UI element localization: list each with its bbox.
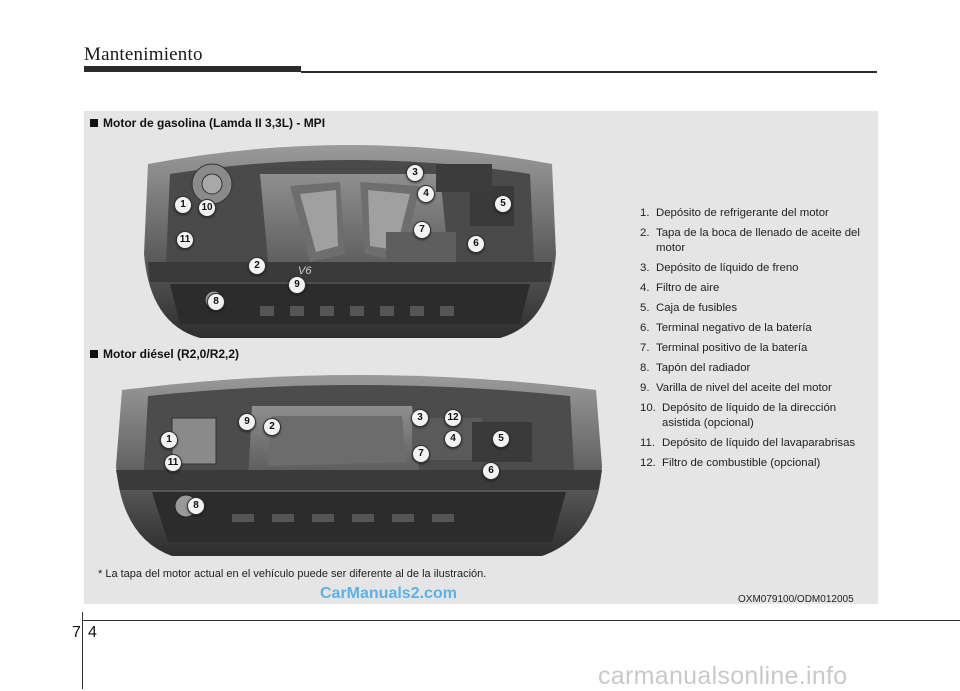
callout-6: 6 <box>467 235 485 253</box>
legend-item: 5. Caja de fusibles <box>640 302 738 314</box>
gasoline-engine-title: Motor de gasolina (Lamda II 3,3L) - MPI <box>90 116 325 130</box>
legend-item: 2. Tapa de la boca de llenado de aceite del motor <box>640 227 860 254</box>
callout-3: 3 <box>406 164 424 182</box>
legend-item: 9. Varilla de nivel del aceite del motor <box>640 382 832 394</box>
header-rule <box>301 71 877 73</box>
diesel-engine-title: Motor diésel (R2,0/R2,2) <box>90 347 239 361</box>
legend-item: 1. Depósito de refrigerante del motor <box>640 207 829 219</box>
legend-item: 12. Filtro de combustible (opcional) <box>640 457 821 469</box>
callout-5: 5 <box>492 430 510 448</box>
footer-vertical-rule <box>82 612 83 689</box>
legend-item: 6. Terminal negativo de la batería <box>640 322 812 334</box>
callout-5: 5 <box>494 195 512 213</box>
watermark-carmanuals2: CarManuals2.com <box>320 585 457 602</box>
callout-8: 8 <box>187 497 205 515</box>
legend-item: 11. Depósito de líquido del lavaparabrisas <box>640 437 856 449</box>
legend-item: 8. Tapón del radiador <box>640 362 751 374</box>
callout-9: 9 <box>288 276 306 294</box>
callout-7: 7 <box>412 445 430 463</box>
legend-item: 7. Terminal positivo de la batería <box>640 342 808 354</box>
legend-item: 4. Filtro de aire <box>640 282 720 294</box>
page-number: 4 <box>88 624 97 641</box>
section-title: Mantenimiento <box>84 44 203 65</box>
callout-9: 9 <box>238 413 256 431</box>
illustration-note: * La tapa del motor actual en el vehículo puede ser diferente al de la ilustración. <box>98 568 487 580</box>
callout-7: 7 <box>413 221 431 239</box>
callout-1: 1 <box>174 196 192 214</box>
chapter-number: 7 <box>72 624 81 641</box>
callout-11: 11 <box>176 231 194 249</box>
footer-horizontal-rule <box>83 620 960 621</box>
callout-1: 1 <box>160 431 178 449</box>
legend-item: 10. Depósito de líquido de la dirección asistida (opcional) <box>640 402 837 429</box>
gasoline-engine-illustration <box>140 134 560 346</box>
header-bar <box>84 66 301 72</box>
callout-6: 6 <box>482 462 500 480</box>
parts-legend <box>640 206 876 476</box>
callout-8: 8 <box>207 293 225 311</box>
bullet-square-icon <box>90 350 98 358</box>
engine-cover-text: V6 <box>298 265 312 277</box>
diesel-engine-illustration <box>112 366 606 562</box>
figure-code: OXM079100/ODM012005 <box>738 594 854 605</box>
callout-4: 4 <box>417 185 435 203</box>
callout-12: 12 <box>444 409 462 427</box>
watermark-carmanualsonline: carmanualsonline.info <box>598 662 848 690</box>
bullet-square-icon <box>90 119 98 127</box>
callout-4: 4 <box>444 430 462 448</box>
callout-2: 2 <box>263 418 281 436</box>
legend-item: 3. Depósito de líquido de freno <box>640 262 799 274</box>
callout-11: 11 <box>164 454 182 472</box>
callout-10: 10 <box>198 199 216 217</box>
callout-3: 3 <box>411 409 429 427</box>
callout-2: 2 <box>248 257 266 275</box>
